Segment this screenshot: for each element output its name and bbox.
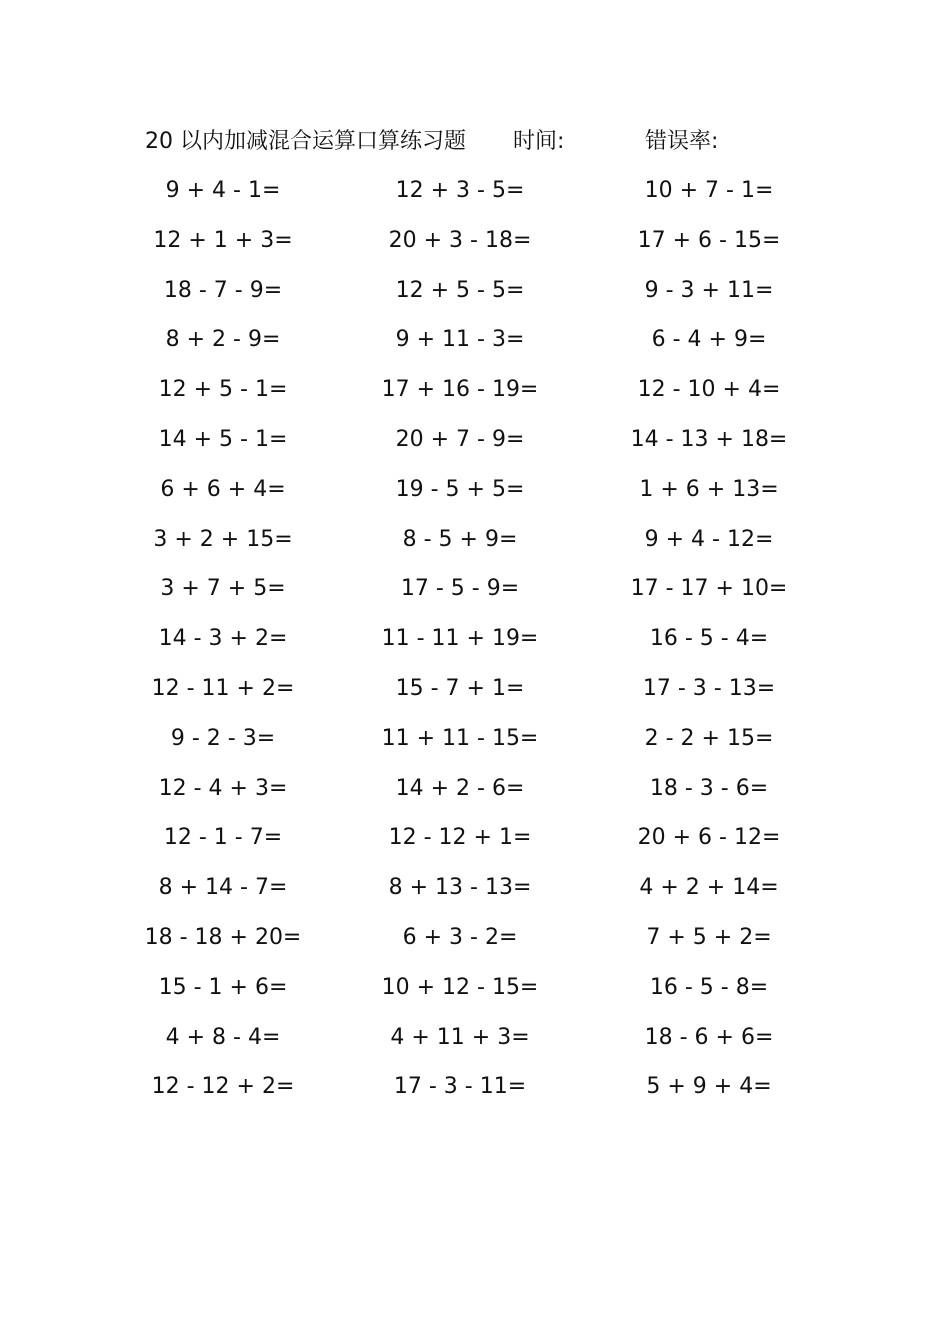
problem-row xyxy=(0,371,950,421)
arithmetic-problem: 9 + 4 - 1= xyxy=(165,178,281,203)
arithmetic-problem: 8 + 2 - 9= xyxy=(165,327,281,353)
problem-row xyxy=(0,869,950,919)
arithmetic-problem: 14 - 3 + 2= xyxy=(158,626,288,652)
arithmetic-problem: 17 - 3 - 13= xyxy=(642,675,776,701)
problem-row xyxy=(0,819,950,869)
arithmetic-problem: 4 + 2 + 14= xyxy=(639,875,779,901)
arithmetic-problem: 20 + 3 - 18= xyxy=(388,227,532,253)
arithmetic-problem: 8 + 13 - 13= xyxy=(388,875,532,901)
arithmetic-problem: 2 - 2 + 15= xyxy=(644,725,774,751)
arithmetic-problem: 16 - 5 - 8= xyxy=(649,974,769,1000)
arithmetic-problem: 14 - 13 + 18= xyxy=(630,426,788,452)
arithmetic-problem: 9 - 3 + 11= xyxy=(644,277,774,303)
arithmetic-problem: 9 - 2 - 3= xyxy=(170,725,276,751)
problem-row xyxy=(0,969,950,1019)
worksheet-header xyxy=(145,124,785,160)
arithmetic-problem: 12 + 5 - 1= xyxy=(158,377,288,403)
arithmetic-problem: 5 + 9 + 4= xyxy=(646,1074,772,1100)
arithmetic-problem: 12 - 10 + 4= xyxy=(637,377,781,403)
arithmetic-problem: 12 + 5 - 5= xyxy=(395,277,525,303)
problem-row xyxy=(0,471,950,521)
arithmetic-problem: 18 - 18 + 20= xyxy=(144,924,302,950)
arithmetic-problem: 3 + 2 + 15= xyxy=(153,526,293,552)
problem-row xyxy=(0,1068,950,1118)
arithmetic-problem: 17 + 6 - 15= xyxy=(637,227,781,253)
problem-row xyxy=(0,222,950,272)
arithmetic-problem: 19 - 5 + 5= xyxy=(395,476,525,502)
arithmetic-problem: 15 - 7 + 1= xyxy=(395,675,525,701)
problem-row xyxy=(0,321,950,371)
arithmetic-problem: 10 + 12 - 15= xyxy=(381,974,539,1000)
problem-row xyxy=(0,720,950,770)
problem-row xyxy=(0,770,950,820)
arithmetic-problem: 14 + 5 - 1= xyxy=(158,426,288,452)
arithmetic-problem: 12 - 12 + 1= xyxy=(388,825,532,851)
arithmetic-problem: 4 + 8 - 4= xyxy=(165,1024,281,1050)
arithmetic-problem: 20 + 7 - 9= xyxy=(395,426,525,452)
problem-row xyxy=(0,172,950,222)
arithmetic-problem: 11 - 11 + 19= xyxy=(381,626,539,652)
arithmetic-problem: 12 - 11 + 2= xyxy=(151,675,295,701)
problem-row xyxy=(0,521,950,571)
arithmetic-problem: 11 + 11 - 15= xyxy=(381,725,539,751)
arithmetic-problem: 12 - 1 - 7= xyxy=(163,825,283,851)
worksheet-title: 20 以内加减混合运算口算练习题 xyxy=(145,129,466,154)
arithmetic-problem: 12 + 3 - 5= xyxy=(395,178,525,203)
arithmetic-problem: 6 + 6 + 4= xyxy=(160,476,286,502)
error-rate-label: 错误率: xyxy=(645,129,719,154)
arithmetic-problem: 18 - 7 - 9= xyxy=(163,277,283,303)
arithmetic-problem: 12 - 12 + 2= xyxy=(151,1074,295,1100)
arithmetic-problem: 9 + 4 - 12= xyxy=(644,526,774,552)
arithmetic-problem: 16 - 5 - 4= xyxy=(649,626,769,652)
arithmetic-problem: 17 - 17 + 10= xyxy=(630,576,788,602)
arithmetic-problem: 10 + 7 - 1= xyxy=(644,178,774,203)
arithmetic-problem: 14 + 2 - 6= xyxy=(395,775,525,801)
time-label: 时间: xyxy=(513,129,565,154)
problem-grid xyxy=(0,172,950,1118)
arithmetic-problem: 17 - 5 - 9= xyxy=(400,576,520,602)
problem-row xyxy=(0,421,950,471)
problem-row xyxy=(0,1019,950,1069)
arithmetic-problem: 18 - 6 + 6= xyxy=(644,1024,774,1050)
arithmetic-problem: 3 + 7 + 5= xyxy=(160,576,286,602)
arithmetic-problem: 15 - 1 + 6= xyxy=(158,974,288,1000)
arithmetic-problem: 12 + 1 + 3= xyxy=(153,227,293,253)
arithmetic-problem: 7 + 5 + 2= xyxy=(646,924,772,950)
arithmetic-problem: 9 + 11 - 3= xyxy=(395,327,525,353)
arithmetic-problem: 18 - 3 - 6= xyxy=(649,775,769,801)
problem-row xyxy=(0,919,950,969)
arithmetic-problem: 6 - 4 + 9= xyxy=(651,327,767,353)
arithmetic-problem: 6 + 3 - 2= xyxy=(402,924,518,950)
arithmetic-problem: 20 + 6 - 12= xyxy=(637,825,781,851)
arithmetic-problem: 8 + 14 - 7= xyxy=(158,875,288,901)
arithmetic-problem: 17 + 16 - 19= xyxy=(381,377,539,403)
arithmetic-problem: 12 - 4 + 3= xyxy=(158,775,288,801)
arithmetic-problem: 8 - 5 + 9= xyxy=(402,526,518,552)
arithmetic-problem: 1 + 6 + 13= xyxy=(639,476,779,502)
problem-row xyxy=(0,272,950,322)
problem-row xyxy=(0,620,950,670)
arithmetic-problem: 17 - 3 - 11= xyxy=(393,1074,527,1100)
arithmetic-problem: 4 + 11 + 3= xyxy=(390,1024,530,1050)
problem-row xyxy=(0,670,950,720)
problem-row xyxy=(0,570,950,620)
